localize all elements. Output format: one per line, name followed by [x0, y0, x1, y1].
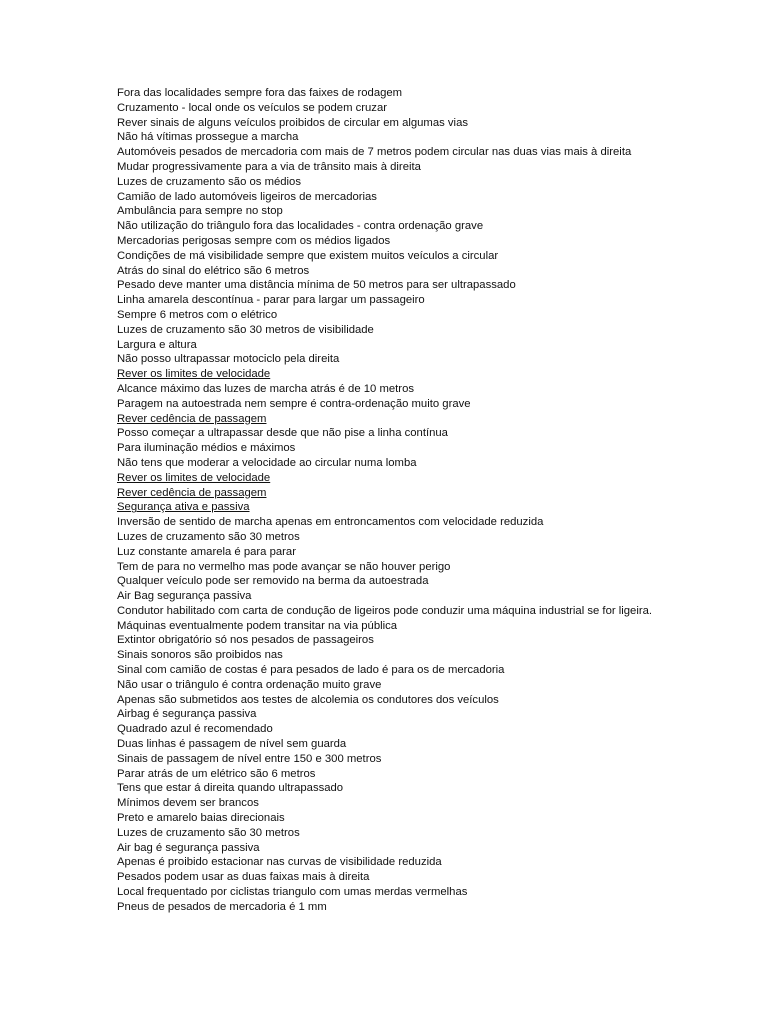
text-line: Mudar progressivamente para a via de trânsito mais à direita: [117, 160, 421, 173]
text-line: Tens que estar á direita quando ultrapassado: [117, 782, 344, 795]
text-line: Não posso ultrapassar motociclo pela direita: [117, 353, 340, 366]
underlined-text-line: [117, 471, 747, 486]
text-line: Extintor obrigatório só nos pesados de passageiros: [117, 634, 374, 647]
text-line: Pesado deve manter uma distância mínima de 50 metros para ser ultrapassado: [117, 279, 516, 292]
underlined-text: Rever os limites de velocidade: [117, 368, 271, 381]
underlined-text-line: [117, 412, 747, 427]
text-line: Quadrado azul é recomendado: [117, 723, 273, 736]
text-line: Luzes de cruzamento são 30 metros de visibilidade: [117, 323, 374, 336]
text-line: Linha amarela descontínua - parar para largar um passageiro: [117, 294, 425, 307]
text-line: Fora das localidades sempre fora das faixes de rodagem: [117, 87, 403, 99]
text-line: Máquinas eventualmente podem transitar na via pública: [117, 619, 398, 632]
text-line: Air Bag segurança passiva: [117, 590, 252, 603]
text-line: Pesados podem usar as duas faixas mais à direita: [117, 871, 370, 884]
text-line: Camião de lado automóveis ligeiros de mercadorias: [117, 190, 377, 203]
underlined-text-line: [117, 500, 747, 515]
underlined-text: Rever cedência de passagem: [117, 486, 267, 499]
text-line: Sinais sonoros são proibidos nas: [117, 649, 283, 662]
underlined-text-line: [117, 486, 747, 501]
text-line: Cruzamento - local onde os veículos se podem cruzar: [117, 101, 387, 114]
text-line: Sinais de passagem de nível entre 150 e 300 metros: [117, 752, 382, 765]
underlined-text: Rever cedência de passagem: [117, 412, 267, 425]
text-line: Luzes de cruzamento são 30 metros: [117, 530, 300, 543]
text-line: Automóveis pesados de mercadoria com mais de 7 metros podem circular nas duas vias mais à direita: [117, 146, 632, 159]
text-line: Rever sinais de alguns veículos proibidos de circular em algumas vias: [117, 116, 468, 129]
text-line: Atrás do sinal do elétrico são 6 metros: [117, 264, 310, 277]
underlined-text: Rever os limites de velocidade: [117, 471, 271, 484]
text-line: Ambulância para sempre no stop: [117, 205, 283, 218]
text-line: Apenas são submetidos aos testes de alcolemia os condutores dos veículos: [117, 693, 499, 706]
text-line: Luzes de cruzamento são 30 metros: [117, 826, 300, 839]
text-line: Não utilização do triângulo fora das localidades - contra ordenação grave: [117, 220, 484, 233]
text-line: Pneus de pesados de mercadoria é 1 mm: [117, 900, 327, 913]
text-line: Mínimos devem ser brancos: [117, 797, 259, 810]
text-line: Preto e amarelo baias direcionais: [117, 812, 285, 825]
text-line: Parar atrás de um elétrico são 6 metros: [117, 767, 316, 780]
text-line: Condições de má visibilidade sempre que existem muitos veículos a circular: [117, 249, 499, 262]
text-line: Paragem na autoestrada nem sempre é contra-ordenação muito grave: [117, 397, 471, 410]
text-line: Não tens que moderar a velocidade ao circular numa lomba: [117, 456, 417, 469]
text-line: Mercadorias perigosas sempre com os médios ligados: [117, 234, 391, 247]
text-line: Local frequentado por ciclistas triangulo com umas merdas vermelhas: [117, 886, 468, 899]
text-line: Apenas é proibido estacionar nas curvas de visibilidade reduzida: [117, 856, 442, 869]
text-line: Alcance máximo das luzes de marcha atrás é de 10 metros: [117, 382, 414, 395]
text-line: Largura e altura: [117, 338, 197, 351]
text-line: Sempre 6 metros com o elétrico: [117, 308, 278, 321]
text-line: Não usar o triângulo é contra ordenação muito grave: [117, 678, 382, 691]
document-page: [117, 86, 747, 915]
text-line: Luz constante amarela é para parar: [117, 545, 296, 558]
text-line: Não há vítimas prossegue a marcha: [117, 131, 299, 144]
text-line: Luzes de cruzamento são os médios: [117, 175, 301, 188]
text-line: Sinal com camião de costas é para pesados de lado é para os de mercadoria: [117, 664, 505, 677]
underlined-text: Segurança ativa e passiva: [117, 501, 250, 514]
text-line: Air bag é segurança passiva: [117, 841, 260, 854]
underlined-text-line: [117, 367, 747, 382]
text-line: Posso começar a ultrapassar desde que não pise a linha contínua: [117, 427, 448, 440]
text-line: Inversão de sentido de marcha apenas em entroncamentos com velocidade reduzida: [117, 516, 544, 529]
text-line: Para iluminação médios e máximos: [117, 442, 296, 455]
text-line: Tem de para no vermelho mas pode avançar se não houver perigo: [117, 560, 451, 573]
text-line: Qualquer veículo pode ser removido na berma da autoestrada: [117, 575, 429, 588]
text-line: Duas linhas é passagem de nível sem guarda: [117, 738, 347, 751]
text-line: Airbag é segurança passiva: [117, 708, 257, 721]
text-line: Condutor habilitado com carta de condução de ligeiros pode conduzir uma máquina industrial se for ligeira.: [117, 604, 653, 617]
